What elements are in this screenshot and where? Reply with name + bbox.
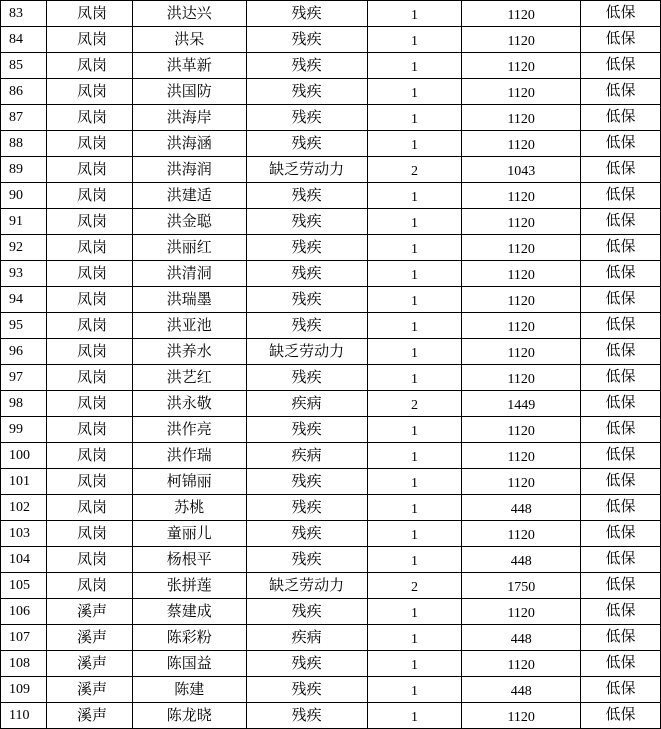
table-row bbox=[1, 209, 661, 235]
household-count-cell: 1 bbox=[367, 313, 462, 339]
category-cell: 低保 bbox=[581, 651, 661, 677]
household-count-cell: 2 bbox=[367, 157, 462, 183]
hardship-type-cell: 残疾 bbox=[246, 235, 367, 261]
town-cell: 凤岗 bbox=[46, 495, 132, 521]
row-number-cell: 94 bbox=[1, 287, 47, 313]
row-number-cell: 95 bbox=[1, 313, 47, 339]
amount-cell: 1120 bbox=[462, 1, 581, 27]
hardship-type-cell: 残疾 bbox=[246, 53, 367, 79]
household-count-cell: 1 bbox=[367, 547, 462, 573]
name-cell: 蔡建成 bbox=[132, 599, 246, 625]
amount-cell: 1120 bbox=[462, 521, 581, 547]
row-number-cell: 99 bbox=[1, 417, 47, 443]
name-cell: 洪养水 bbox=[132, 339, 246, 365]
row-number-cell: 101 bbox=[1, 469, 47, 495]
amount-cell: 1120 bbox=[462, 339, 581, 365]
table-row bbox=[1, 365, 661, 391]
name-cell: 洪作瑞 bbox=[132, 443, 246, 469]
table-row bbox=[1, 183, 661, 209]
town-cell: 凤岗 bbox=[46, 313, 132, 339]
table-row bbox=[1, 417, 661, 443]
household-count-cell: 1 bbox=[367, 521, 462, 547]
amount-cell: 1120 bbox=[462, 209, 581, 235]
name-cell: 洪丽红 bbox=[132, 235, 246, 261]
town-cell: 凤岗 bbox=[46, 27, 132, 53]
name-cell: 洪亚池 bbox=[132, 313, 246, 339]
town-cell: 凤岗 bbox=[46, 1, 132, 27]
category-cell: 低保 bbox=[581, 599, 661, 625]
name-cell: 洪海岸 bbox=[132, 105, 246, 131]
table-row bbox=[1, 469, 661, 495]
household-count-cell: 1 bbox=[367, 677, 462, 703]
row-number-cell: 86 bbox=[1, 79, 47, 105]
table-row bbox=[1, 547, 661, 573]
category-cell: 低保 bbox=[581, 547, 661, 573]
table-row bbox=[1, 105, 661, 131]
household-count-cell: 1 bbox=[367, 235, 462, 261]
town-cell: 溪声 bbox=[46, 651, 132, 677]
row-number-cell: 98 bbox=[1, 391, 47, 417]
row-number-cell: 100 bbox=[1, 443, 47, 469]
category-cell: 低保 bbox=[581, 495, 661, 521]
category-cell: 低保 bbox=[581, 313, 661, 339]
amount-cell: 1120 bbox=[462, 703, 581, 729]
name-cell: 洪艺红 bbox=[132, 365, 246, 391]
household-count-cell: 1 bbox=[367, 1, 462, 27]
town-cell: 凤岗 bbox=[46, 521, 132, 547]
category-cell: 低保 bbox=[581, 443, 661, 469]
table-row bbox=[1, 53, 661, 79]
household-count-cell: 1 bbox=[367, 131, 462, 157]
hardship-type-cell: 残疾 bbox=[246, 131, 367, 157]
category-cell: 低保 bbox=[581, 625, 661, 651]
hardship-type-cell: 残疾 bbox=[246, 209, 367, 235]
town-cell: 凤岗 bbox=[46, 417, 132, 443]
amount-cell: 1120 bbox=[462, 417, 581, 443]
town-cell: 凤岗 bbox=[46, 235, 132, 261]
name-cell: 洪建适 bbox=[132, 183, 246, 209]
category-cell: 低保 bbox=[581, 521, 661, 547]
table-row bbox=[1, 625, 661, 651]
amount-cell: 1120 bbox=[462, 651, 581, 677]
household-count-cell: 1 bbox=[367, 261, 462, 287]
town-cell: 凤岗 bbox=[46, 157, 132, 183]
category-cell: 低保 bbox=[581, 105, 661, 131]
amount-cell: 1120 bbox=[462, 313, 581, 339]
row-number-cell: 85 bbox=[1, 53, 47, 79]
amount-cell: 1120 bbox=[462, 131, 581, 157]
amount-cell: 1120 bbox=[462, 469, 581, 495]
amount-cell: 1043 bbox=[462, 157, 581, 183]
hardship-type-cell: 残疾 bbox=[246, 547, 367, 573]
hardship-type-cell: 残疾 bbox=[246, 1, 367, 27]
town-cell: 凤岗 bbox=[46, 391, 132, 417]
hardship-type-cell: 残疾 bbox=[246, 261, 367, 287]
table-row bbox=[1, 677, 661, 703]
amount-cell: 1120 bbox=[462, 27, 581, 53]
household-count-cell: 1 bbox=[367, 287, 462, 313]
row-number-cell: 90 bbox=[1, 183, 47, 209]
category-cell: 低保 bbox=[581, 469, 661, 495]
row-number-cell: 104 bbox=[1, 547, 47, 573]
row-number-cell: 87 bbox=[1, 105, 47, 131]
household-count-cell: 1 bbox=[367, 79, 462, 105]
hardship-type-cell: 残疾 bbox=[246, 521, 367, 547]
name-cell: 洪作亮 bbox=[132, 417, 246, 443]
category-cell: 低保 bbox=[581, 677, 661, 703]
town-cell: 凤岗 bbox=[46, 131, 132, 157]
town-cell: 溪声 bbox=[46, 625, 132, 651]
table-row bbox=[1, 339, 661, 365]
hardship-type-cell: 残疾 bbox=[246, 677, 367, 703]
name-cell: 洪清洞 bbox=[132, 261, 246, 287]
row-number-cell: 96 bbox=[1, 339, 47, 365]
amount-cell: 448 bbox=[462, 495, 581, 521]
town-cell: 凤岗 bbox=[46, 573, 132, 599]
category-cell: 低保 bbox=[581, 287, 661, 313]
hardship-type-cell: 残疾 bbox=[246, 27, 367, 53]
hardship-type-cell: 残疾 bbox=[246, 599, 367, 625]
row-number-cell: 106 bbox=[1, 599, 47, 625]
row-number-cell: 107 bbox=[1, 625, 47, 651]
table-row bbox=[1, 1, 661, 27]
town-cell: 凤岗 bbox=[46, 365, 132, 391]
table-row bbox=[1, 131, 661, 157]
town-cell: 凤岗 bbox=[46, 287, 132, 313]
town-cell: 凤岗 bbox=[46, 79, 132, 105]
name-cell: 杨根平 bbox=[132, 547, 246, 573]
household-count-cell: 1 bbox=[367, 105, 462, 131]
household-count-cell: 1 bbox=[367, 209, 462, 235]
hardship-type-cell: 残疾 bbox=[246, 183, 367, 209]
table-row bbox=[1, 235, 661, 261]
name-cell: 洪瑞墨 bbox=[132, 287, 246, 313]
category-cell: 低保 bbox=[581, 365, 661, 391]
household-count-cell: 1 bbox=[367, 469, 462, 495]
name-cell: 洪革新 bbox=[132, 53, 246, 79]
household-count-cell: 1 bbox=[367, 365, 462, 391]
table-row bbox=[1, 27, 661, 53]
category-cell: 低保 bbox=[581, 339, 661, 365]
row-number-cell: 89 bbox=[1, 157, 47, 183]
row-number-cell: 84 bbox=[1, 27, 47, 53]
hardship-type-cell: 残疾 bbox=[246, 469, 367, 495]
amount-cell: 448 bbox=[462, 625, 581, 651]
name-cell: 陈建 bbox=[132, 677, 246, 703]
hardship-type-cell: 残疾 bbox=[246, 495, 367, 521]
hardship-type-cell: 残疾 bbox=[246, 417, 367, 443]
category-cell: 低保 bbox=[581, 209, 661, 235]
amount-cell: 1120 bbox=[462, 53, 581, 79]
amount-cell: 1120 bbox=[462, 599, 581, 625]
name-cell: 陈彩粉 bbox=[132, 625, 246, 651]
row-number-cell: 83 bbox=[1, 1, 47, 27]
category-cell: 低保 bbox=[581, 157, 661, 183]
town-cell: 凤岗 bbox=[46, 105, 132, 131]
row-number-cell: 109 bbox=[1, 677, 47, 703]
amount-cell: 448 bbox=[462, 547, 581, 573]
town-cell: 凤岗 bbox=[46, 53, 132, 79]
household-count-cell: 2 bbox=[367, 391, 462, 417]
town-cell: 溪声 bbox=[46, 599, 132, 625]
name-cell: 苏桃 bbox=[132, 495, 246, 521]
table-row bbox=[1, 261, 661, 287]
row-number-cell: 103 bbox=[1, 521, 47, 547]
category-cell: 低保 bbox=[581, 391, 661, 417]
amount-cell: 1120 bbox=[462, 79, 581, 105]
name-cell: 洪国防 bbox=[132, 79, 246, 105]
row-number-cell: 93 bbox=[1, 261, 47, 287]
table-row bbox=[1, 443, 661, 469]
category-cell: 低保 bbox=[581, 261, 661, 287]
hardship-type-cell: 疾病 bbox=[246, 391, 367, 417]
town-cell: 凤岗 bbox=[46, 261, 132, 287]
category-cell: 低保 bbox=[581, 183, 661, 209]
category-cell: 低保 bbox=[581, 1, 661, 27]
table-row bbox=[1, 287, 661, 313]
name-cell: 童丽儿 bbox=[132, 521, 246, 547]
table-row bbox=[1, 573, 661, 599]
category-cell: 低保 bbox=[581, 131, 661, 157]
table-row bbox=[1, 703, 661, 729]
table-row bbox=[1, 391, 661, 417]
amount-cell: 1120 bbox=[462, 261, 581, 287]
name-cell: 洪海润 bbox=[132, 157, 246, 183]
household-count-cell: 1 bbox=[367, 495, 462, 521]
name-cell: 陈国益 bbox=[132, 651, 246, 677]
household-count-cell: 1 bbox=[367, 651, 462, 677]
hardship-type-cell: 疾病 bbox=[246, 625, 367, 651]
category-cell: 低保 bbox=[581, 53, 661, 79]
table-row bbox=[1, 521, 661, 547]
household-count-cell: 1 bbox=[367, 339, 462, 365]
name-cell: 洪达兴 bbox=[132, 1, 246, 27]
name-cell: 柯锦丽 bbox=[132, 469, 246, 495]
row-number-cell: 108 bbox=[1, 651, 47, 677]
household-count-cell: 1 bbox=[367, 183, 462, 209]
household-count-cell: 1 bbox=[367, 27, 462, 53]
town-cell: 凤岗 bbox=[46, 469, 132, 495]
town-cell: 凤岗 bbox=[46, 339, 132, 365]
household-count-cell: 1 bbox=[367, 703, 462, 729]
table-row bbox=[1, 157, 661, 183]
amount-cell: 1120 bbox=[462, 235, 581, 261]
category-cell: 低保 bbox=[581, 27, 661, 53]
hardship-type-cell: 残疾 bbox=[246, 105, 367, 131]
category-cell: 低保 bbox=[581, 235, 661, 261]
household-count-cell: 1 bbox=[367, 417, 462, 443]
row-number-cell: 97 bbox=[1, 365, 47, 391]
town-cell: 凤岗 bbox=[46, 183, 132, 209]
amount-cell: 1750 bbox=[462, 573, 581, 599]
table-row bbox=[1, 313, 661, 339]
name-cell: 洪呆 bbox=[132, 27, 246, 53]
hardship-type-cell: 残疾 bbox=[246, 651, 367, 677]
category-cell: 低保 bbox=[581, 417, 661, 443]
hardship-type-cell: 残疾 bbox=[246, 79, 367, 105]
household-count-cell: 1 bbox=[367, 625, 462, 651]
town-cell: 凤岗 bbox=[46, 547, 132, 573]
category-cell: 低保 bbox=[581, 573, 661, 599]
household-count-cell: 1 bbox=[367, 443, 462, 469]
row-number-cell: 92 bbox=[1, 235, 47, 261]
hardship-type-cell: 残疾 bbox=[246, 365, 367, 391]
amount-cell: 1120 bbox=[462, 183, 581, 209]
name-cell: 张拼莲 bbox=[132, 573, 246, 599]
table-row bbox=[1, 599, 661, 625]
hardship-type-cell: 缺乏劳动力 bbox=[246, 157, 367, 183]
town-cell: 凤岗 bbox=[46, 443, 132, 469]
name-cell: 洪永敬 bbox=[132, 391, 246, 417]
name-cell: 洪海涵 bbox=[132, 131, 246, 157]
hardship-type-cell: 疾病 bbox=[246, 443, 367, 469]
hardship-type-cell: 残疾 bbox=[246, 703, 367, 729]
hardship-type-cell: 残疾 bbox=[246, 313, 367, 339]
amount-cell: 1120 bbox=[462, 443, 581, 469]
hardship-type-cell: 缺乏劳动力 bbox=[246, 573, 367, 599]
row-number-cell: 105 bbox=[1, 573, 47, 599]
category-cell: 低保 bbox=[581, 79, 661, 105]
table-row bbox=[1, 79, 661, 105]
amount-cell: 1120 bbox=[462, 365, 581, 391]
amount-cell: 1120 bbox=[462, 287, 581, 313]
amount-cell: 448 bbox=[462, 677, 581, 703]
name-cell: 陈龙晓 bbox=[132, 703, 246, 729]
table-row bbox=[1, 495, 661, 521]
amount-cell: 1449 bbox=[462, 391, 581, 417]
row-number-cell: 91 bbox=[1, 209, 47, 235]
table-row bbox=[1, 651, 661, 677]
household-count-cell: 1 bbox=[367, 53, 462, 79]
row-number-cell: 110 bbox=[1, 703, 47, 729]
town-cell: 溪声 bbox=[46, 677, 132, 703]
table-body bbox=[1, 1, 661, 729]
town-cell: 凤岗 bbox=[46, 209, 132, 235]
hardship-type-cell: 残疾 bbox=[246, 287, 367, 313]
row-number-cell: 88 bbox=[1, 131, 47, 157]
household-count-cell: 1 bbox=[367, 599, 462, 625]
town-cell: 溪声 bbox=[46, 703, 132, 729]
amount-cell: 1120 bbox=[462, 105, 581, 131]
category-cell: 低保 bbox=[581, 703, 661, 729]
hardship-type-cell: 缺乏劳动力 bbox=[246, 339, 367, 365]
row-number-cell: 102 bbox=[1, 495, 47, 521]
household-count-cell: 2 bbox=[367, 573, 462, 599]
name-cell: 洪金聪 bbox=[132, 209, 246, 235]
